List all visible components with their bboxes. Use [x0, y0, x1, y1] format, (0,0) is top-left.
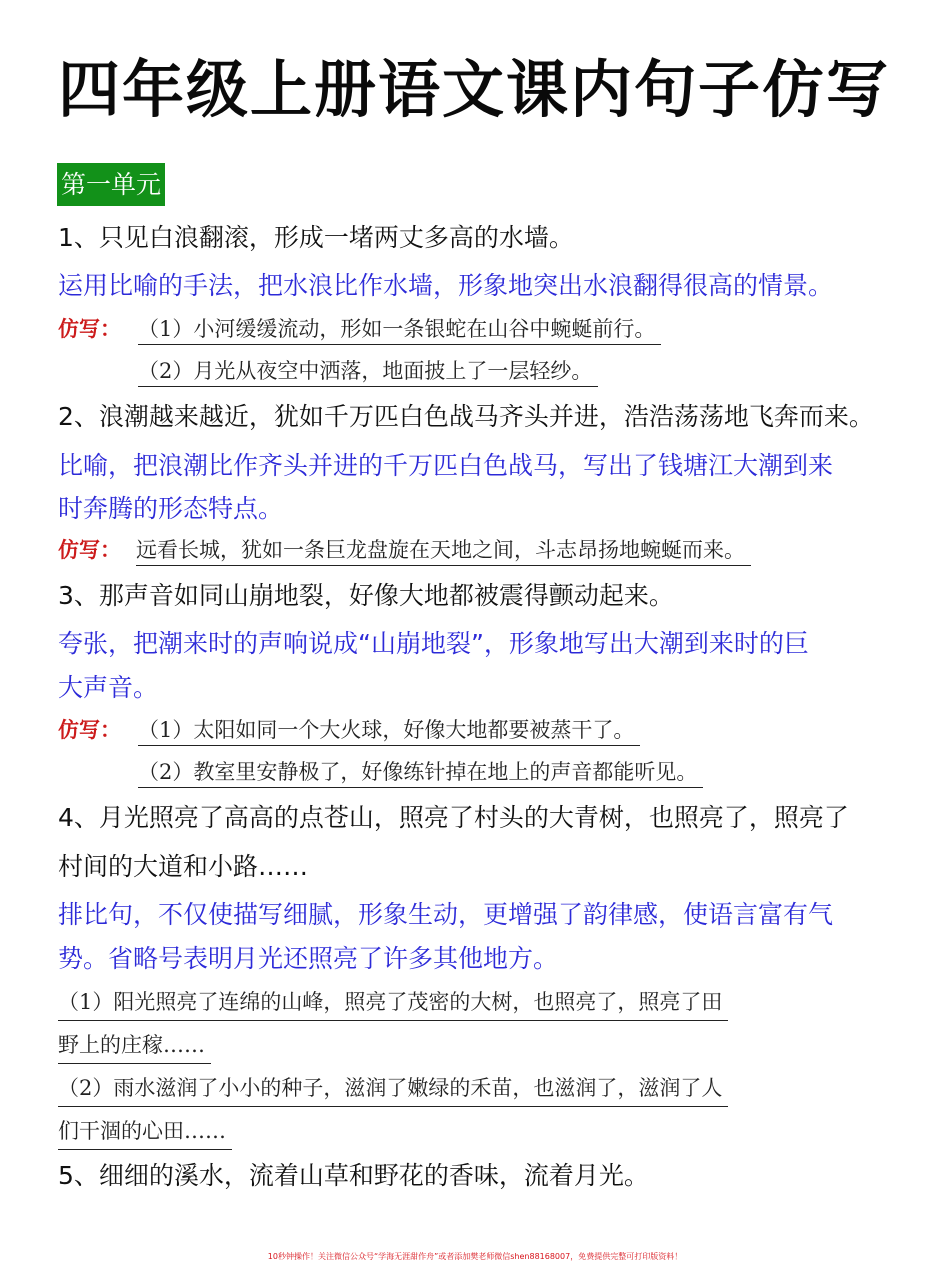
analysis-4-line-2: 势。省略号表明月光还照亮了许多其他地方。: [58, 944, 559, 973]
footer-notice: 10秒钟操作！关注微信公众号“学海无涯甜作舟”或者添加樊老师微信shen88168007，免费提供完整可打印版资料！: [267, 1252, 683, 1261]
analysis-4-line-1: 排比句，不仅使描写细腻，形象生动，更增强了韵律感，使语言富有气: [58, 900, 834, 929]
analysis-3-line-1: 夸张，把潮来时的声响说成“山崩地裂”，形象地写出大潮到来时的巨: [58, 629, 809, 658]
sentence-4-line-2: 村间的大道和小路……: [58, 852, 309, 881]
unit-tag: 第一单元: [57, 163, 165, 206]
analysis-1: 运用比喻的手法，把水浪比作水墙，形象地突出水浪翻得很高的情景。: [58, 271, 834, 300]
sentence-4-line-1: 4、月光照亮了高高的点苍山，照亮了村头的大青树，也照亮了，照亮了: [58, 803, 849, 832]
imitate-label-3: 仿写：: [58, 717, 121, 742]
imitation-3-1: （1）太阳如同一个大火球，好像大地都要被蒸干了。: [138, 715, 640, 746]
page-title: 四年级上册语文课内句子仿写: [58, 53, 891, 126]
imitation-4-2-line-1: （2）雨水滋润了小小的种子，滋润了嫩绿的禾苗，也滋润了，滋润了人: [58, 1070, 728, 1107]
imitate-label-2: 仿写：: [58, 537, 121, 562]
imitation-1-1: （1）小河缓缓流动，形如一条银蛇在山谷中蜿蜒前行。: [138, 314, 661, 345]
analysis-2-line-2: 时奔腾的形态特点。: [58, 494, 284, 523]
imitation-4-1-line-1: （1）阳光照亮了连绵的山峰，照亮了茂密的大树，也照亮了，照亮了田: [58, 984, 728, 1021]
analysis-3-line-2: 大声音。: [58, 673, 159, 702]
sentence-5: 5、细细的溪水，流着山草和野花的香味，流着月光。: [58, 1161, 649, 1190]
imitate-label-1: 仿写：: [58, 316, 121, 341]
sentence-1: 1、只见白浪翻滚，形成一堵两丈多高的水墙。: [58, 223, 574, 252]
imitation-4-1-line-2: 野上的庄稼……: [58, 1027, 211, 1064]
imitation-1-2: （2）月光从夜空中洒落，地面披上了一层轻纱。: [138, 356, 598, 387]
imitation-3-2: （2）教室里安静极了，好像练针掉在地上的声音都能听见。: [138, 757, 703, 788]
imitation-4-2-line-2: 们干涸的心田……: [58, 1113, 232, 1150]
analysis-2-line-1: 比喻，把浪潮比作齐头并进的千万匹白色战马，写出了钱塘江大潮到来: [58, 451, 834, 480]
imitation-2-1: 远看长城，犹如一条巨龙盘旋在天地之间，斗志昂扬地蜿蜒而来。: [136, 535, 751, 566]
sentence-2: 2、浪潮越来越近，犹如千万匹白色战马齐头并进，浩浩荡荡地飞奔而来。: [58, 402, 874, 431]
sentence-3: 3、那声音如同山崩地裂，好像大地都被震得颤动起来。: [58, 581, 674, 610]
